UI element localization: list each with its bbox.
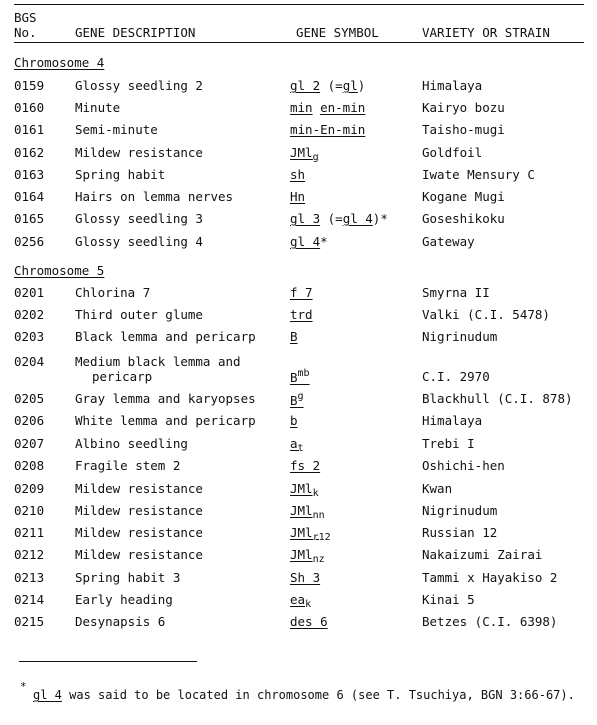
symbol-main: B (290, 329, 298, 344)
row-no: 0161 (14, 122, 45, 137)
row-no: 0205 (14, 391, 45, 406)
footnote-mark: * (20, 680, 27, 693)
row-no: 0208 (14, 458, 45, 473)
row-no: 0203 (14, 329, 45, 344)
symbol-body: B (290, 370, 298, 385)
row-no: 0256 (14, 234, 45, 249)
symbol-paren-open: (= (320, 211, 343, 226)
row-variety: Nakaizumi Zairai (422, 547, 543, 562)
row-description: Black lemma and pericarp (75, 329, 256, 344)
row-description: Minute (75, 100, 121, 115)
row-symbol (290, 122, 365, 137)
row-description: Desynapsis 6 (75, 614, 166, 629)
row-symbol (290, 592, 311, 610)
symbol-main (290, 525, 331, 543)
row-no: 0201 (14, 285, 45, 300)
row-description: Mildew resistance (75, 503, 203, 518)
row-description: Chlorina 7 (75, 285, 151, 300)
row-symbol (290, 145, 319, 163)
symbol-main: trd (290, 307, 313, 322)
footnote-rule (19, 661, 197, 662)
row-symbol (290, 234, 328, 249)
symbol-asterisk: * (320, 234, 328, 249)
row-variety: Gateway (422, 234, 475, 249)
symbol-main: fs 2 (290, 458, 321, 473)
symbol-paren-close: ) (357, 78, 366, 93)
row-description: Early heading (75, 592, 173, 607)
footnote-symbol: gl 4 (33, 688, 62, 702)
row-symbol (290, 189, 305, 204)
footnote-body: was said to be located in chromosome 6 (see T. Tsuchiya, BGN 3:66-67). (61, 688, 575, 702)
top-rule (14, 4, 584, 5)
row-variety: Kwan (422, 481, 453, 496)
row-variety: Iwate Mensury C (422, 167, 535, 182)
row-description: Medium black lemma and (75, 354, 241, 369)
row-symbol (290, 307, 313, 322)
row-symbol (290, 503, 325, 521)
row-no: 0206 (14, 413, 45, 428)
header-variety: VARIETY OR STRAIN (422, 25, 550, 40)
row-no: 0162 (14, 145, 45, 160)
symbol-body: JMl (290, 547, 313, 562)
row-symbol (290, 436, 304, 454)
row-description: Semi-minute (75, 122, 158, 137)
symbol-subscript: k (305, 599, 312, 610)
row-no: 0159 (14, 78, 45, 93)
header-no-line2: No. (14, 25, 37, 40)
row-variety: Smyrna II (422, 285, 490, 300)
row-no: 0212 (14, 547, 45, 562)
symbol-synonym: gl 4 (342, 211, 373, 226)
symbol-main (290, 592, 312, 610)
footnote-text (33, 688, 575, 702)
symbol-subscript: t (297, 443, 304, 454)
symbol-main: b (290, 413, 298, 428)
row-no: 0163 (14, 167, 45, 182)
symbol-main: f 7 (290, 285, 313, 300)
row-description: Albino seedling (75, 436, 188, 451)
row-variety: Tammi x Hayakiso 2 (422, 570, 558, 585)
row-variety: Goseshikoku (422, 211, 505, 226)
row-no: 0207 (14, 436, 45, 451)
symbol-second: en-min (320, 100, 366, 115)
row-no: 0204 (14, 354, 45, 369)
row-no: 0210 (14, 503, 45, 518)
row-variety: Himalaya (422, 78, 483, 93)
row-no: 0165 (14, 211, 45, 226)
symbol-body: JMl (290, 481, 313, 496)
row-symbol (290, 211, 388, 226)
row-symbol (290, 391, 304, 408)
row-variety: Nigrinudum (422, 503, 498, 518)
row-symbol (290, 413, 298, 428)
symbol-main: min-En-min (290, 122, 366, 137)
header-no-line1: BGS (14, 10, 37, 25)
row-description: Glossy seedling 2 (75, 78, 203, 93)
row-variety: Russian 12 (422, 525, 498, 540)
row-no: 0213 (14, 570, 45, 585)
symbol-main (290, 393, 304, 408)
row-symbol (290, 481, 319, 499)
row-no: 0211 (14, 525, 45, 540)
row-description: Spring habit 3 (75, 570, 181, 585)
row-description: Fragile stem 2 (75, 458, 181, 473)
header-gene-symbol: GENE SYMBOL (296, 25, 379, 40)
row-symbol (290, 329, 298, 344)
row-description-continued: pericarp (92, 369, 153, 384)
row-symbol (290, 525, 331, 543)
section-title-chromosome-4: Chromosome 4 (14, 55, 105, 70)
symbol-prefix: J (290, 145, 298, 160)
row-variety: Nigrinudum (422, 329, 498, 344)
symbol-main (290, 481, 319, 499)
row-no: 0202 (14, 307, 45, 322)
symbol-subscript: nz (312, 554, 325, 565)
symbol-body: ea (290, 592, 306, 607)
symbol-main: min (290, 100, 313, 115)
row-symbol (290, 570, 320, 585)
symbol-body: Ml (297, 145, 313, 160)
row-symbol (290, 100, 365, 115)
row-no: 0214 (14, 592, 45, 607)
row-variety: Oshichi-hen (422, 458, 505, 473)
row-description: Third outer glume (75, 307, 203, 322)
row-variety: Himalaya (422, 413, 483, 428)
header-gene-description: GENE DESCRIPTION (75, 25, 196, 40)
row-variety: C.I. 2970 (422, 369, 490, 384)
row-variety: Betzes (C.I. 6398) (422, 614, 558, 629)
row-variety: Valki (C.I. 5478) (422, 307, 550, 322)
symbol-paren-open: (= (320, 78, 343, 93)
row-symbol (290, 285, 313, 300)
row-no: 0215 (14, 614, 45, 629)
symbol-synonym: gl (342, 78, 358, 93)
row-no: 0160 (14, 100, 45, 115)
row-symbol (290, 614, 328, 629)
symbol-body: a (290, 436, 298, 451)
symbol-body: JMl (290, 525, 313, 540)
row-description: Mildew resistance (75, 481, 203, 496)
row-variety: Goldfoil (422, 145, 483, 160)
header-rule (14, 42, 584, 43)
symbol-main (290, 370, 310, 385)
symbol-body: B (290, 393, 298, 408)
symbol-subscript: g (312, 152, 319, 163)
symbol-subscript: nn (312, 510, 325, 521)
symbol-main (290, 503, 325, 521)
symbol-main (290, 145, 319, 163)
row-description: Glossy seedling 4 (75, 234, 203, 249)
symbol-main: des 6 (290, 614, 328, 629)
symbol-subscript: k (312, 488, 319, 499)
row-description: Hairs on lemma nerves (75, 189, 234, 204)
row-symbol (290, 368, 310, 385)
symbol-superscript: mb (297, 368, 310, 379)
symbol-main: sh (290, 167, 306, 182)
symbol-paren-close: )* (372, 211, 388, 226)
symbol-main: Hn (290, 189, 306, 204)
row-variety: Blackhull (C.I. 878) (422, 391, 573, 406)
row-symbol (290, 78, 365, 93)
symbol-main: gl 4 (290, 234, 321, 249)
row-description: Spring habit (75, 167, 166, 182)
row-symbol (290, 458, 320, 473)
row-description: Glossy seedling 3 (75, 211, 203, 226)
row-no: 0209 (14, 481, 45, 496)
row-description: White lemma and pericarp (75, 413, 256, 428)
row-description: Mildew resistance (75, 525, 203, 540)
row-variety: Taisho-mugi (422, 122, 505, 137)
row-description: Gray lemma and karyopses (75, 391, 256, 406)
section-title-chromosome-5: Chromosome 5 (14, 263, 105, 278)
row-variety: Kinai 5 (422, 592, 475, 607)
row-variety: Kairyo bozu (422, 100, 505, 115)
symbol-main: gl 2 (290, 78, 321, 93)
row-description: Mildew resistance (75, 547, 203, 562)
symbol-main: Sh 3 (290, 570, 321, 585)
symbol-main: gl 3 (290, 211, 321, 226)
symbol-main (290, 436, 304, 454)
row-symbol (290, 547, 325, 565)
row-no: 0164 (14, 189, 45, 204)
row-symbol (290, 167, 305, 182)
row-variety: Trebi I (422, 436, 475, 451)
row-variety: Kogane Mugi (422, 189, 505, 204)
symbol-subscript: r12 (312, 532, 331, 543)
row-description: Mildew resistance (75, 145, 203, 160)
symbol-main (290, 547, 325, 565)
symbol-body: JMl (290, 503, 313, 518)
symbol-superscript: g (297, 391, 304, 402)
